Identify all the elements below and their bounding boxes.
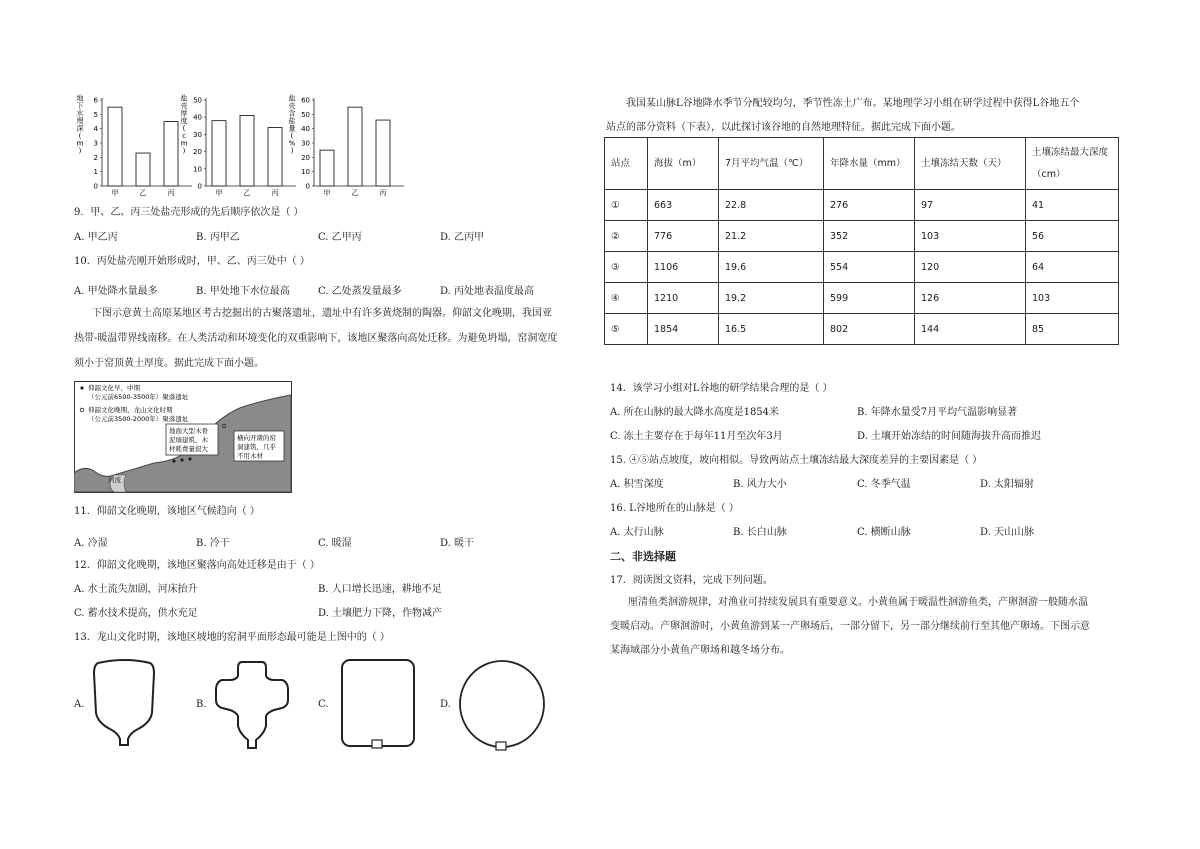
q13-option-b[interactable]: B. — [196, 699, 207, 710]
y-tick-label: 40 — [301, 125, 310, 134]
q14-option-b[interactable]: B. 年降水量受7月平均气温影响显著 — [857, 407, 1018, 418]
y-tick-label: 30 — [193, 130, 202, 139]
table-cell: ③ — [605, 252, 648, 283]
x-category-label: 丙 — [379, 189, 387, 197]
y-axis-label-char: 壳 — [288, 101, 296, 110]
table-cell: ⑤ — [605, 314, 648, 345]
table-cell: 554 — [824, 252, 915, 283]
bar — [164, 122, 178, 187]
y-tick-label: 20 — [301, 153, 310, 162]
table-header-row — [605, 138, 1119, 190]
table-cell: 19.2 — [719, 283, 824, 314]
cave-shape-c — [338, 656, 418, 754]
q13-option-a[interactable]: A. — [74, 699, 85, 710]
box2-line-1: 横向开凿的窑 — [237, 434, 276, 442]
x-category-label: 甲 — [215, 189, 223, 197]
box1-line-3: 材耗费量很大 — [169, 445, 208, 453]
river-label: 河流 — [108, 476, 121, 484]
intro-paragraph-1-line-1: 下图示意黄土高原某地区考古挖掘出的古聚落遗址，遗址中有许多黄烧制的陶器。仰韶文化晚期，我国亚 — [92, 308, 552, 319]
q15-option-d[interactable]: D. 太阳辐射 — [980, 479, 1035, 490]
question-16-stem: 16. L谷地所在的山脉是（ ） — [610, 503, 739, 514]
q9-option-c[interactable]: C. 乙甲丙 — [318, 232, 362, 243]
q10-option-b[interactable]: B. 甲处地下水位最高 — [196, 286, 290, 297]
cave-shape-d — [456, 658, 548, 754]
x-category-label: 乙 — [139, 189, 147, 197]
y-tick-label: 2 — [93, 153, 98, 162]
table-cell: 41 — [1026, 190, 1119, 221]
y-axis-label-group — [181, 93, 188, 154]
bar — [376, 120, 390, 186]
question-17-stem: 17．阅读图文资料，完成下列问题。 — [610, 575, 773, 586]
table-header-cell: 土壤冻结天数（天） — [915, 138, 1026, 190]
y-tick-label: 20 — [193, 148, 202, 157]
q12-option-d[interactable]: D. 土壤肥力下降，作物减产 — [318, 608, 443, 619]
question-14-stem: 14．该学习小组对L谷地的研学结果合理的是（ ） — [610, 383, 833, 394]
q12-option-a[interactable]: A. 水土流失加剧，河床抬升 — [74, 584, 198, 595]
table-row — [605, 221, 1119, 252]
bar — [108, 107, 122, 186]
q14-option-d[interactable]: D. 土壤开始冻结的时间随海拔升高而推迟 — [857, 431, 1042, 442]
bar — [212, 121, 226, 186]
y-axis-label-char: c — [182, 131, 186, 140]
bar — [240, 115, 254, 186]
q17-text-line-2: 变暖启动。产卵洄游时，小黄鱼游到某一产卵场后，一部分留下，另一部分继续前行至其他产卵场。下图示意 — [610, 621, 1090, 632]
y-tick-label: 30 — [301, 139, 310, 148]
y-axis-label-char: 盐 — [288, 94, 296, 103]
y-axis-label-char: 埋 — [76, 116, 84, 125]
legend-dot-early-icon — [80, 386, 83, 389]
question-15-stem: 15. ④⑤站点坡度，坡向相似。导致两站点土壤冻结最大深度差异的主要因素是（ ） — [610, 455, 983, 466]
legend-1-label: 仰韶文化早、中期 — [88, 384, 140, 392]
q12-option-b[interactable]: B. 人口增长迅速，耕地不足 — [318, 584, 442, 595]
intro-paragraph-2-line-2: 站点的部分资料（下表），以此探讨该谷地的自然地理特征。据此完成下面小题。 — [606, 122, 961, 133]
table-cell: 126 — [915, 283, 1026, 314]
table-header-cell: 7月平均气温（℃） — [719, 138, 824, 190]
q14-option-c[interactable]: C. 冻土主要存在于每年11月至次年3月 — [610, 431, 783, 442]
x-category-label: 乙 — [351, 189, 359, 197]
table-header-cell: 站点 — [605, 138, 648, 190]
table-cell: 64 — [1026, 252, 1119, 283]
table-cell: 776 — [648, 221, 719, 252]
section-heading-non-choice: 二、非选择题 — [610, 550, 676, 563]
y-tick-label: 0 — [197, 182, 202, 191]
y-tick-label: 0 — [305, 182, 310, 191]
table-header-cell: 土壤冻结最大深度（cm） — [1026, 138, 1119, 190]
box2-line-3: 不用木材 — [237, 452, 263, 460]
legend-1-period: （公元前6500-3500年）聚落遗址 — [88, 393, 189, 401]
y-axis-label-char: ) — [290, 146, 294, 155]
q11-option-c[interactable]: C. 暖湿 — [318, 538, 352, 549]
table-cell: 19.6 — [719, 252, 824, 283]
y-axis-label-char: 水 — [76, 109, 84, 118]
table-row — [605, 314, 1119, 345]
q14-option-a[interactable]: A. 所在山脉的最大降水高度是1854米 — [610, 407, 780, 418]
bar-chart-salt-content — [286, 90, 406, 202]
table-cell: 56 — [1026, 221, 1119, 252]
question-11-stem: 11．仰韶文化晚期，该地区气候趋向（ ） — [74, 506, 260, 517]
q10-option-d[interactable]: D. 丙处地表温度最高 — [440, 286, 535, 297]
q11-option-a[interactable]: A. 冷湿 — [74, 538, 108, 549]
y-axis-label-group — [289, 93, 296, 154]
y-axis-label-char: 盐 — [180, 94, 188, 103]
y-tick-label: 6 — [93, 96, 98, 105]
y-tick-label: 50 — [193, 96, 202, 105]
x-category-label: 乙 — [243, 189, 251, 197]
x-category-label: 甲 — [111, 189, 119, 197]
q12-option-c[interactable]: C. 蓄水技术提高，供水充足 — [74, 608, 198, 619]
q10-option-c[interactable]: C. 乙处蒸发量最多 — [318, 286, 402, 297]
table-cell: 21.2 — [719, 221, 824, 252]
q9-option-b[interactable]: B. 丙甲乙 — [196, 232, 240, 243]
q11-option-d[interactable]: D. 暖干 — [440, 538, 475, 549]
y-axis-label-char: ( — [182, 124, 186, 133]
bar-chart-salt-crust-thickness — [178, 90, 298, 202]
x-category-label: 丙 — [271, 189, 279, 197]
y-axis-label-char: 地 — [76, 94, 84, 103]
q16-option-d[interactable]: D. 天山山脉 — [980, 527, 1035, 538]
y-axis-label-char: % — [288, 139, 296, 148]
legend-2-label: 仰韶文化晚期、龙山文化时期 — [88, 406, 173, 414]
table-cell: 85 — [1026, 314, 1119, 345]
bar — [268, 128, 282, 186]
q16-option-a[interactable]: A. 太行山脉 — [610, 527, 664, 538]
y-axis-label-group — [77, 93, 84, 154]
question-10-stem: 10．丙处盐壳刚开始形成时，甲、乙、丙三处中（ ） — [74, 256, 310, 267]
question-9-stem: 9．甲、乙、丙三处盐壳形成的先后顺序依次是（ ） — [74, 207, 304, 218]
y-axis-label-char: m — [76, 139, 84, 148]
table-cell: ① — [605, 190, 648, 221]
question-13-stem: 13．龙山文化时期，该地区坡地的窑洞平面形态最可能是上图中的（ ） — [74, 632, 390, 643]
q15-option-b[interactable]: B. 风力大小 — [733, 479, 787, 490]
q16-option-c[interactable]: C. 横断山脉 — [857, 527, 911, 538]
q13-option-d[interactable]: D. — [440, 699, 451, 710]
q13-option-c[interactable]: C. — [318, 699, 329, 710]
x-category-label: 甲 — [323, 189, 331, 197]
question-12-stem: 12．仰韶文化晚期，该地区聚落向高处迁移是由于（ ） — [74, 560, 320, 571]
table-cell: 97 — [915, 190, 1026, 221]
table-cell: 144 — [915, 314, 1026, 345]
y-axis-label-char: 下 — [76, 101, 84, 110]
y-tick-label: 0 — [93, 182, 98, 191]
y-axis-label-char: m — [180, 139, 188, 148]
q10-option-a[interactable]: A. 甲处降水量最多 — [74, 286, 158, 297]
table-cell: 1210 — [648, 283, 719, 314]
box1-line-1: 地面大型木骨 — [169, 427, 208, 435]
cave-shape-b — [212, 656, 292, 754]
cave-shape-a — [88, 655, 160, 755]
settlement-diagram — [74, 381, 292, 493]
table-cell: 103 — [915, 221, 1026, 252]
legend-2-period: （公元前3500-2000年）聚落遗址 — [88, 415, 189, 423]
q17-text-line-1: 厘清鱼类洄游规律，对渔业可持续发展具有重要意义。小黄鱼属于暖温性洄游鱼类，产卵洄游一般随水温 — [628, 597, 1088, 608]
table-header-cell: 年降水量（mm） — [824, 138, 915, 190]
y-tick-label: 50 — [301, 110, 310, 119]
y-axis-label-char: 度 — [180, 116, 188, 125]
table-row — [605, 283, 1119, 314]
y-axis-label-char: ( — [290, 131, 294, 140]
bar — [320, 150, 334, 186]
table-cell: 802 — [824, 314, 915, 345]
table-cell: 599 — [824, 283, 915, 314]
bar — [348, 107, 362, 186]
q17-text-line-3: 某海域部分小黄鱼产卵场和越冬场分布。 — [610, 645, 790, 656]
y-tick-label: 40 — [193, 113, 202, 122]
y-tick-label: 1 — [93, 168, 98, 177]
table-cell: 120 — [915, 252, 1026, 283]
table-cell: 1106 — [648, 252, 719, 283]
y-tick-label: 3 — [93, 139, 98, 148]
intro-paragraph-1-line-2: 热带-暖温带界线南移。在人类活动和环境变化的双重影响下，该地区聚落向高处迁移。为避免坍塌，窑洞宽度 — [74, 333, 558, 344]
table-row — [605, 190, 1119, 221]
bar — [136, 153, 150, 186]
y-tick-label: 4 — [93, 125, 98, 134]
table-cell: ④ — [605, 283, 648, 314]
table-cell: 103 — [1026, 283, 1119, 314]
table-row — [605, 252, 1119, 283]
table-header-cell: 海拔（m） — [648, 138, 719, 190]
y-axis-label-char: 含 — [288, 109, 296, 118]
box2-line-2: 洞建筑，几乎 — [237, 443, 276, 451]
q9-option-a[interactable]: A. 甲乙丙 — [74, 232, 118, 243]
y-tick-label: 5 — [93, 110, 98, 119]
y-tick-label: 10 — [301, 168, 310, 177]
table-cell: 663 — [648, 190, 719, 221]
y-tick-label: 10 — [193, 165, 202, 174]
q15-option-a[interactable]: A. 积雪深度 — [610, 479, 664, 490]
table-cell: ② — [605, 221, 648, 252]
station-data-table — [604, 137, 1119, 345]
y-axis-label-char: ( — [78, 131, 82, 140]
table-cell: 352 — [824, 221, 915, 252]
table-cell: 22.8 — [719, 190, 824, 221]
table-cell: 1854 — [648, 314, 719, 345]
box1-line-2: 泥墙建筑，木 — [169, 436, 208, 444]
y-axis-label-char: 厚 — [180, 109, 188, 118]
intro-paragraph-2-line-1: 我国某山脉L谷地降水季节分配较均匀，季节性冻土广布。某地理学习小组在研学过程中获得L谷地五个 — [626, 98, 1080, 109]
y-axis-label-char: 盐 — [288, 116, 296, 125]
table-cell: 16.5 — [719, 314, 824, 345]
y-axis-label-char: 深 — [76, 124, 84, 133]
q15-option-c[interactable]: C. 冬季气温 — [857, 479, 911, 490]
table-cell: 276 — [824, 190, 915, 221]
x-category-label: 丙 — [167, 189, 175, 197]
y-tick-label: 60 — [301, 96, 310, 105]
y-axis-label-char: ) — [182, 146, 186, 155]
y-axis-label-char: ) — [78, 146, 82, 155]
y-axis-label-char: 量 — [288, 124, 296, 133]
q9-option-d[interactable]: D. 乙丙甲 — [440, 232, 485, 243]
y-axis-label-char: 壳 — [180, 101, 188, 110]
q16-option-b[interactable]: B. 长白山脉 — [733, 527, 787, 538]
q11-option-b[interactable]: B. 冷干 — [196, 538, 230, 549]
intro-paragraph-1-line-3: 须小于窑顶黄土厚度。据此完成下面小题。 — [74, 358, 264, 369]
